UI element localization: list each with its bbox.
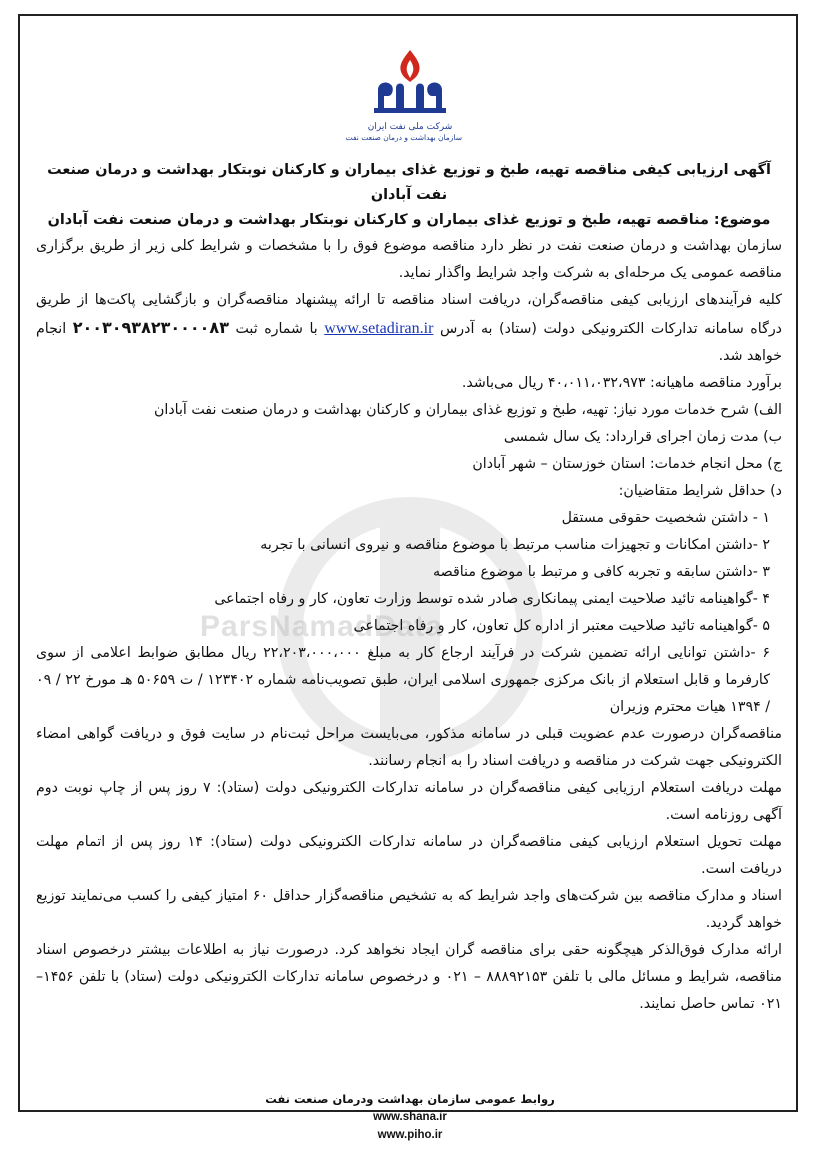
contact-note: ارائه مدارک فوق‌الذکر هیچگونه حقی برای مناقصه گران ایجاد نخواهد کرد. درصورت نیاز به اطلاعات بیشتر درخصوص اسناد مناقصه، شرایط و مسائل مالی با تلفن ۸۸۸۹۲۱۵۳ – ۰۲۱ و درخصوص سامانه تدارکات الکترونیکی دولت (ستاد) با تلفن ۱۴۵۶– ۰۲۱ تماس حاصل نمایند. [36, 942, 783, 1012]
process-text-b: با شماره ثبت [235, 321, 318, 337]
process-text-a: کلیه فرآیندهای ارزیابی کیفی مناقصه‌گران، دریافت اسناد مناقصه تا ارائه پیشنهاد مناقصه‌گران و بازگشایی پاکت‌ها از طریق درگاه سامانه تدارکات الکترونیکی دولت (ستاد) به آدرس [36, 292, 782, 337]
deadline-receive: مهلت دریافت استعلام ارزیابی کیفی مناقصه‌گران در سامانه تدارکات الکترونیکی دولت (ستاد): ۷ روز پس از چاپ نوبت دوم آگهی روزنامه است. [36, 780, 782, 823]
deadline-submit: مهلت تحویل استعلام ارزیابی کیفی مناقصه‌گران در سامانه تدارکات الکترونیکی دولت (ستاد): ۱۴ روز پس از اتمام مهلت دریافت است. [36, 834, 782, 877]
intro-paragraph: سازمان بهداشت و درمان صنعت نفت در نظر دارد مناقصه موضوع فوق را با مشخصات و شرایط کلی زیر از طریق برگزاری مناقصه عمومی یک مرحله‌ای به شرکت واجد شرایط واگذار نماید. [36, 238, 782, 281]
logo-line-2: سازمان بهداشت و درمان صنعت نفت [345, 133, 462, 142]
condition-1: ۱ - داشتن شخصیت حقوقی مستقل [561, 510, 770, 526]
distribution-note: اسناد و مدارک مناقصه بین شرکت‌های واجد شرایط که به تشخیص مناقصه‌گزار حداقل ۶۰ امتیاز کیفی را کسب می‌نمایند توزیع خواهد گردید. [36, 888, 782, 931]
footer-site-shana[interactable]: www.shana.ir [373, 1111, 447, 1123]
condition-5: ۵ -گواهینامه تائید صلاحیت معتبر از اداره کل تعاون، کار و رفاه اجتماعی [353, 618, 770, 634]
nioc-logo [345, 48, 462, 142]
condition-4: ۴ -گواهینامه تائید صلاحیت ایمنی پیمانکاری صادر شده توسط وزارت تعاون، کار و رفاه اجتماعی [214, 591, 770, 607]
ad-title: آگهی ارزیابی کیفی مناقصه تهیه، طبخ و توزیع غذای بیماران و کارکنان نوبتکار بهداشت و درمان صنعت نفت آبادان [47, 162, 771, 203]
condition-2: ۲ -داشتن امکانات و تجهیزات مناسب مرتبط با موضوع مناقصه و نیروی انسانی با تجربه [260, 537, 770, 553]
item-c: ج) محل انجام خدمات: استان خوزستان – شهر آبادان [472, 456, 782, 472]
watermark-text: ParsNamadData [200, 610, 444, 643]
footer-signature: روابط عمومی سازمان بهداشت ودرمان صنعت نفت [265, 1092, 555, 1106]
ad-body [36, 158, 782, 1018]
setadiran-link[interactable]: www.setadiran.ir [324, 320, 434, 337]
ad-footer [0, 1090, 820, 1144]
item-a: الف) شرح خدمات مورد نیاز: تهیه، طبخ و توزیع غذای بیماران و کارکنان بهداشت و درمان صنعت نفت آبادان [153, 402, 782, 418]
condition-3: ۳ -داشتن سابقه و تجربه کافی و مرتبط با موضوع مناقصه [433, 564, 770, 580]
registration-note: مناقصه‌گران درصورت عدم عضویت قبلی در سامانه مذکور، می‌بایست مراحل ثبت‌نام در سایت فوق و دریافت گواهی امضاء الکترونیکی جهت شرکت در مناقصه و دریافت اسناد را به انجام رسانند. [36, 726, 782, 769]
flame-emblem-icon [358, 48, 462, 118]
process-text-c: انجام خواهد شد. [36, 321, 782, 364]
condition-6: ۶ -داشتن توانایی ارائه تضمین شرکت در فرآیند ارجاع کار به مبلغ ۲۲،۲۰۳،۰۰۰،۰۰۰ ریال مطابق ضوابط اعلامی از سوی کارفرما و قابل استعلام از بانک مرکزی جمهوری اسلامی ایران، طبق تصویب‌نامه شماره ۱۲۳۴۰۲ / ت ۵۰۶۵۹ هـ مورخ ۲۲ / ۰۹ / ۱۳۹۴ هیات محترم وزیران [36, 645, 770, 715]
process-paragraph [36, 287, 782, 370]
registration-number: ۲۰۰۳۰۹۳۸۲۳۰۰۰۰۸۳ [72, 318, 229, 337]
footer-site-piho[interactable]: www.piho.ir [377, 1129, 443, 1141]
logo-line-1: شرکت ملی نفت ایران [367, 122, 453, 132]
estimate-line: برآورد مناقصه ماهیانه: ۴۰،۰۱۱،۰۳۲،۹۷۳ ریال می‌باشد. [461, 375, 782, 391]
item-b: ب) مدت زمان اجرای قرارداد: یک سال شمسی [503, 429, 782, 445]
ad-subject: موضوع: مناقصه تهیه، طبخ و توزیع غذای بیماران و کارکنان نوبتکار بهداشت و درمان صنعت نفت آبادان [47, 212, 771, 228]
item-d: د) حداقل شرایط متقاضیان: [618, 483, 782, 499]
